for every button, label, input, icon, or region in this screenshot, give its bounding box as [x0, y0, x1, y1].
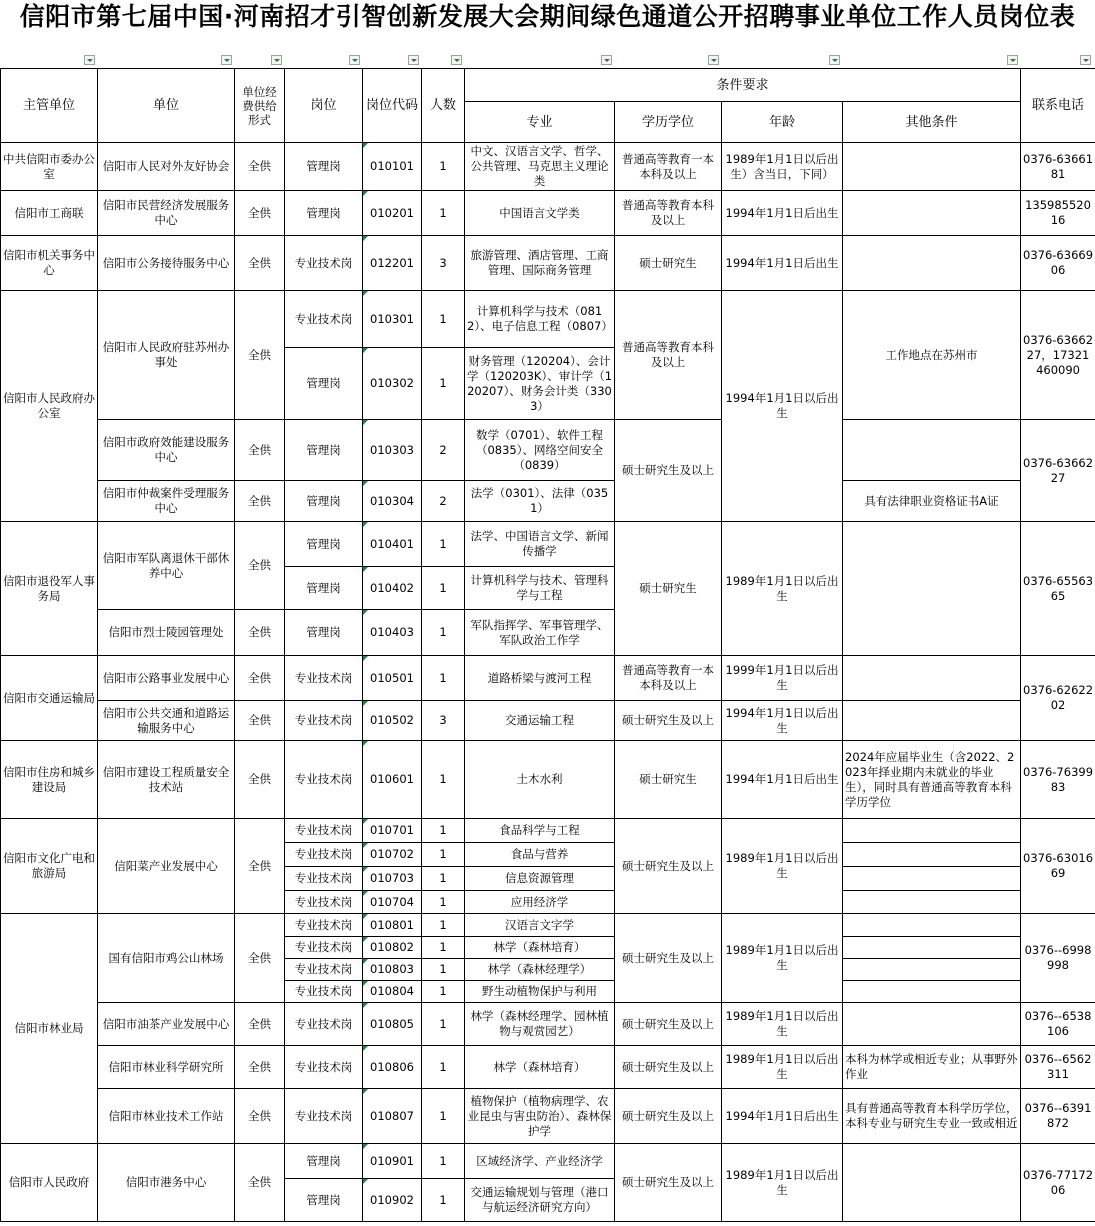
degree-cell: 硕士研究生及以上: [615, 1144, 722, 1222]
count-cell: 1: [422, 610, 465, 656]
funding-cell: 全供: [235, 656, 285, 701]
post-cell: 专业技术岗: [285, 1003, 363, 1046]
major-cell: 中文、汉语言文学、哲学、公共管理、马克思主义理论类: [465, 143, 615, 191]
code-cell: 010502: [363, 701, 422, 741]
funding-cell: 全供: [235, 191, 285, 236]
code-cell: 010401: [363, 522, 422, 567]
count-cell: 1: [422, 891, 465, 914]
funding-cell: 全供: [235, 481, 285, 522]
major-cell: 林学（森林经理学）: [465, 959, 615, 981]
post-cell: 专业技术岗: [285, 656, 363, 701]
other-cell: [843, 1003, 1021, 1046]
funding-cell: 全供: [235, 291, 285, 420]
funding-cell: 全供: [235, 1089, 285, 1144]
post-cell: 专业技术岗: [285, 819, 363, 843]
count-cell: 1: [422, 1179, 465, 1222]
unit-cell: 信阳市公务接待服务中心: [98, 236, 235, 291]
major-cell: 食品与营养: [465, 843, 615, 867]
filter-dropdown-icon[interactable]: [1080, 55, 1091, 65]
phone-cell: 0376-6556365: [1021, 522, 1095, 656]
degree-cell: 硕士研究生及以上: [615, 701, 722, 741]
age-cell: 1989年1月1日以后出生: [722, 1144, 843, 1222]
major-cell: 法学、中国语言文学、新闻传播学: [465, 522, 615, 567]
code-cell: 010303: [363, 420, 422, 481]
major-cell: 植物保护（植物病理学、农业昆虫与害虫防治）、森林保护学: [465, 1089, 615, 1144]
count-cell: 1: [422, 291, 465, 348]
count-cell: 1: [422, 522, 465, 567]
post-cell: 专业技术岗: [285, 701, 363, 741]
count-cell: 1: [422, 819, 465, 843]
unit-cell: 信阳市公路事业发展中心: [98, 656, 235, 701]
code-cell: 010902: [363, 1179, 422, 1222]
code-cell: 010803: [363, 959, 422, 981]
degree-cell: 硕士研究生及以上: [615, 1003, 722, 1046]
funding-cell: 全供: [235, 1046, 285, 1089]
phone-cell: 0376--6998998: [1021, 914, 1095, 1003]
code-cell: 010304: [363, 481, 422, 522]
dept-cell: 中共信阳市委办公室: [1, 143, 98, 191]
degree-cell: 硕士研究生及以上: [615, 914, 722, 1003]
post-cell: 管理岗: [285, 481, 363, 522]
unit-cell: 信阳市烈士陵园管理处: [98, 610, 235, 656]
unit-cell: 国有信阳市鸡公山林场: [98, 914, 235, 1003]
count-cell: 1: [422, 914, 465, 937]
phone-cell: 0376-6366181: [1021, 143, 1095, 191]
other-cell: [843, 236, 1021, 291]
dept-cell: 信阳市机关事务中心: [1, 236, 98, 291]
funding-cell: 全供: [235, 420, 285, 481]
unit-cell: 信阳市林业科学研究所: [98, 1046, 235, 1089]
header-dept: 主管单位: [1, 69, 98, 143]
degree-cell: 硕士研究生及以上: [615, 420, 722, 522]
age-cell: 1994年1月1日后出生: [722, 191, 843, 236]
major-cell: 林学（森林培育）: [465, 937, 615, 959]
age-cell: 1994年1月1日后出生: [722, 236, 843, 291]
post-cell: 专业技术岗: [285, 1046, 363, 1089]
code-cell: 010807: [363, 1089, 422, 1144]
code-cell: 010704: [363, 891, 422, 914]
count-cell: 1: [422, 741, 465, 819]
major-cell: 计算机科学与技术、管理科学与工程: [465, 567, 615, 610]
phone-cell: 0376--6562311: [1021, 1046, 1095, 1089]
code-cell: 010802: [363, 937, 422, 959]
dept-cell: 信阳市人民政府办公室: [1, 291, 98, 522]
degree-cell: 硕士研究生及以上: [615, 1046, 722, 1089]
dept-cell: 信阳市交通运输局: [1, 656, 98, 741]
header-age: 年龄: [722, 102, 843, 143]
unit-cell: 信阳市人民政府驻苏州办事处: [98, 291, 235, 420]
degree-cell: 硕士研究生: [615, 741, 722, 819]
age-cell: 1989年1月1日以后出生: [722, 819, 843, 914]
other-cell: 本科为林学或相近专业；从事野外作业: [843, 1046, 1021, 1089]
unit-cell: 信阳市建设工程质量安全技术站: [98, 741, 235, 819]
post-cell: 管理岗: [285, 1144, 363, 1179]
unit-cell: 信阳市军队离退休干部休养中心: [98, 522, 235, 610]
count-cell: 1: [422, 1046, 465, 1089]
count-cell: 2: [422, 420, 465, 481]
funding-cell: 全供: [235, 143, 285, 191]
age-cell: 1994年1月1日后出生: [722, 1089, 843, 1144]
code-cell: 010806: [363, 1046, 422, 1089]
major-cell: 道路桥梁与渡河工程: [465, 656, 615, 701]
other-cell: [843, 701, 1021, 741]
age-cell: 1989年1月1日以后出生: [722, 914, 843, 1003]
count-cell: 1: [422, 959, 465, 981]
header-unit: 单位: [98, 69, 235, 143]
major-cell: 法学（0301）、法律（0351）: [465, 481, 615, 522]
code-cell: 010403: [363, 610, 422, 656]
code-cell: 010301: [363, 291, 422, 348]
age-cell: 1989年1月1日以后出生: [722, 522, 843, 656]
count-cell: 1: [422, 656, 465, 701]
count-cell: 1: [422, 1089, 465, 1144]
code-cell: 010402: [363, 567, 422, 610]
dept-cell: 信阳市人民政府: [1, 1144, 98, 1222]
post-cell: 管理岗: [285, 522, 363, 567]
degree-cell: 硕士研究生及以上: [615, 1089, 722, 1144]
filter-dropdown-icon[interactable]: [601, 55, 612, 65]
major-cell: 汉语言文字学: [465, 914, 615, 937]
post-cell: 管理岗: [285, 191, 363, 236]
unit-cell: 信阳市公共交通和道路运输服务中心: [98, 701, 235, 741]
unit-cell: 信阳菜产业发展中心: [98, 819, 235, 914]
other-cell: [843, 867, 1021, 891]
major-cell: 区域经济学、产业经济学: [465, 1144, 615, 1179]
code-cell: 010601: [363, 741, 422, 819]
other-cell: [843, 981, 1021, 1003]
degree-cell: 硕士研究生及以上: [615, 819, 722, 914]
post-cell: 专业技术岗: [285, 741, 363, 819]
post-cell: 管理岗: [285, 420, 363, 481]
major-cell: 数学（0701）、软件工程（0835）、网络空间安全（0839）: [465, 420, 615, 481]
dept-cell: 信阳市退役军人事务局: [1, 522, 98, 656]
code-cell: 010805: [363, 1003, 422, 1046]
code-cell: 010501: [363, 656, 422, 701]
other-cell: [843, 1144, 1021, 1222]
unit-cell: 信阳市人民对外友好协会: [98, 143, 235, 191]
age-cell: 1994年1月1日以后出生: [722, 701, 843, 741]
major-cell: 林学（森林培育）: [465, 1046, 615, 1089]
funding-cell: 全供: [235, 610, 285, 656]
unit-cell: 信阳市港务中心: [98, 1144, 235, 1222]
code-cell: 010201: [363, 191, 422, 236]
degree-cell: 普通高等教育本科及以上: [615, 191, 722, 236]
phone-cell: 0376--6538106: [1021, 1003, 1095, 1046]
funding-cell: 全供: [235, 819, 285, 914]
post-cell: 专业技术岗: [285, 937, 363, 959]
header-count: 人数: [422, 69, 465, 143]
major-cell: 交通运输工程: [465, 701, 615, 741]
age-cell: 1989年1月1日以后出生: [722, 1003, 843, 1046]
other-cell: [843, 843, 1021, 867]
post-cell: 专业技术岗: [285, 981, 363, 1003]
count-cell: 1: [422, 143, 465, 191]
code-cell: 010702: [363, 843, 422, 867]
degree-cell: 普通高等教育本科及以上: [615, 291, 722, 420]
count-cell: 1: [422, 348, 465, 420]
post-cell: 专业技术岗: [285, 236, 363, 291]
header-funding: 单位经费供给形式: [235, 69, 285, 143]
major-cell: 计算机科学与技术（0812）、电子信息工程（0807）: [465, 291, 615, 348]
major-cell: 野生动植物保护与利用: [465, 981, 615, 1003]
other-cell: 2024年应届毕业生（含2022、2023年择业期内未就业的毕业生），同时具有普通高等教育本科学历学位: [843, 741, 1021, 819]
phone-cell: 0376-6366906: [1021, 236, 1095, 291]
dept-cell: 信阳市林业局: [1, 914, 98, 1144]
header-code: 岗位代码: [363, 69, 422, 143]
count-cell: 1: [422, 981, 465, 1003]
filter-dropdown-icon[interactable]: [708, 55, 719, 65]
major-cell: 旅游管理、酒店管理、工商管理、国际商务管理: [465, 236, 615, 291]
code-cell: 010302: [363, 348, 422, 420]
code-cell: 010901: [363, 1144, 422, 1179]
funding-cell: 全供: [235, 701, 285, 741]
funding-cell: 全供: [235, 741, 285, 819]
count-cell: 1: [422, 567, 465, 610]
post-cell: 专业技术岗: [285, 914, 363, 937]
filter-dropdown-icon[interactable]: [349, 55, 360, 65]
funding-cell: 全供: [235, 1003, 285, 1046]
degree-cell: 普通高等教育一本本科及以上: [615, 143, 722, 191]
post-cell: 专业技术岗: [285, 959, 363, 981]
code-cell: 012201: [363, 236, 422, 291]
post-cell: 管理岗: [285, 1179, 363, 1222]
count-cell: 1: [422, 1003, 465, 1046]
count-cell: 1: [422, 843, 465, 867]
count-cell: 3: [422, 236, 465, 291]
other-cell: [843, 959, 1021, 981]
unit-cell: 信阳市仲裁案件受理服务中心: [98, 481, 235, 522]
recruitment-table: [0, 68, 1095, 1222]
post-cell: 专业技术岗: [285, 867, 363, 891]
other-cell: [843, 656, 1021, 701]
count-cell: 2: [422, 481, 465, 522]
code-cell: 010701: [363, 819, 422, 843]
count-cell: 1: [422, 1144, 465, 1179]
code-cell: 010801: [363, 914, 422, 937]
phone-cell: 13598552016: [1021, 191, 1095, 236]
other-cell: [843, 522, 1021, 656]
filter-dropdown-icon[interactable]: [271, 55, 282, 65]
other-cell: [843, 420, 1021, 481]
funding-cell: 全供: [235, 236, 285, 291]
post-cell: 管理岗: [285, 610, 363, 656]
post-cell: 专业技术岗: [285, 891, 363, 914]
other-cell: [843, 191, 1021, 236]
funding-cell: 全供: [235, 522, 285, 610]
header-degree: 学历学位: [615, 102, 722, 143]
code-cell: 010703: [363, 867, 422, 891]
post-cell: 管理岗: [285, 143, 363, 191]
page-title: 信阳市第七届中国·河南招才引智创新发展大会期间绿色通道公开招聘事业单位工作人员岗位表: [19, 2, 1076, 31]
funding-cell: 全供: [235, 914, 285, 1003]
major-cell: 中国语言文学类: [465, 191, 615, 236]
unit-cell: 信阳市民营经济发展服务中心: [98, 191, 235, 236]
filter-dropdown-icon[interactable]: [451, 55, 462, 65]
degree-cell: 硕士研究生: [615, 522, 722, 656]
code-cell: 010101: [363, 143, 422, 191]
age-cell: 1994年1月1日以后出生: [722, 291, 843, 522]
degree-cell: 硕士研究生: [615, 236, 722, 291]
age-cell: 1989年1月1日以后出生）含当日，下同）: [722, 143, 843, 191]
major-cell: 财务管理（120204）、会计学（120203K）、审计学（120207）、财务会计类（3303）: [465, 348, 615, 420]
header-phone: 联系电话: [1021, 69, 1095, 143]
count-cell: 1: [422, 191, 465, 236]
other-cell: [843, 891, 1021, 914]
other-cell: [843, 937, 1021, 959]
other-cell: [843, 143, 1021, 191]
filter-dropdown-icon[interactable]: [1007, 55, 1018, 65]
header-conditions: 条件要求: [465, 69, 1021, 102]
dept-cell: 信阳市住房和城乡建设局: [1, 741, 98, 819]
phone-cell: 0376-6366227，17321460090: [1021, 291, 1095, 420]
count-cell: 1: [422, 867, 465, 891]
unit-cell: 信阳市油茶产业发展中心: [98, 1003, 235, 1046]
count-cell: 3: [422, 701, 465, 741]
post-cell: 专业技术岗: [285, 843, 363, 867]
header-other: 其他条件: [843, 102, 1021, 143]
funding-cell: 全供: [235, 1144, 285, 1222]
phone-cell: 0376-7639983: [1021, 741, 1095, 819]
other-cell: 工作地点在苏州市: [843, 291, 1021, 420]
major-cell: 食品科学与工程: [465, 819, 615, 843]
header-post: 岗位: [285, 69, 363, 143]
phone-cell: 0376-7717206: [1021, 1144, 1095, 1222]
phone-cell: 0376-6366227: [1021, 420, 1095, 522]
header-major: 专业: [465, 102, 615, 143]
other-cell: 具有普通高等教育本科学历学位，本科专业与研究生专业一致或相近: [843, 1089, 1021, 1144]
code-cell: 010804: [363, 981, 422, 1003]
unit-cell: 信阳市林业技术工作站: [98, 1089, 235, 1144]
unit-cell: 信阳市政府效能建设服务中心: [98, 420, 235, 481]
dept-cell: 信阳市工商联: [1, 191, 98, 236]
other-cell: [843, 819, 1021, 843]
post-cell: 管理岗: [285, 567, 363, 610]
major-cell: 土木水利: [465, 741, 615, 819]
major-cell: 应用经济学: [465, 891, 615, 914]
phone-cell: 0376-6301669: [1021, 819, 1095, 914]
post-cell: 专业技术岗: [285, 291, 363, 348]
other-cell: [843, 914, 1021, 937]
post-cell: 管理岗: [285, 348, 363, 420]
major-cell: 军队指挥学、军事管理学、军队政治工作学: [465, 610, 615, 656]
major-cell: 信息资源管理: [465, 867, 615, 891]
age-cell: 1994年1月1日后出生: [722, 741, 843, 819]
major-cell: 林学（森林经理学、园林植物与观赏园艺）: [465, 1003, 615, 1046]
age-cell: 1989年1月1日以后出生: [722, 1046, 843, 1089]
phone-cell: 0376-6262202: [1021, 656, 1095, 741]
phone-cell: 0376--6391872: [1021, 1089, 1095, 1144]
filter-dropdown-icon[interactable]: [408, 55, 419, 65]
major-cell: 交通运输规划与管理（港口与航运经济研究方向）: [465, 1179, 615, 1222]
degree-cell: 普通高等教育一本本科及以上: [615, 656, 722, 701]
count-cell: 1: [422, 937, 465, 959]
age-cell: 1999年1月1日以后出生: [722, 656, 843, 701]
post-cell: 专业技术岗: [285, 1089, 363, 1144]
dept-cell: 信阳市文化广电和旅游局: [1, 819, 98, 914]
filter-dropdown-icon[interactable]: [84, 55, 95, 65]
filter-dropdown-icon[interactable]: [829, 55, 840, 65]
other-cell: 具有法律职业资格证书A证: [843, 481, 1021, 522]
filter-dropdown-icon[interactable]: [221, 55, 232, 65]
